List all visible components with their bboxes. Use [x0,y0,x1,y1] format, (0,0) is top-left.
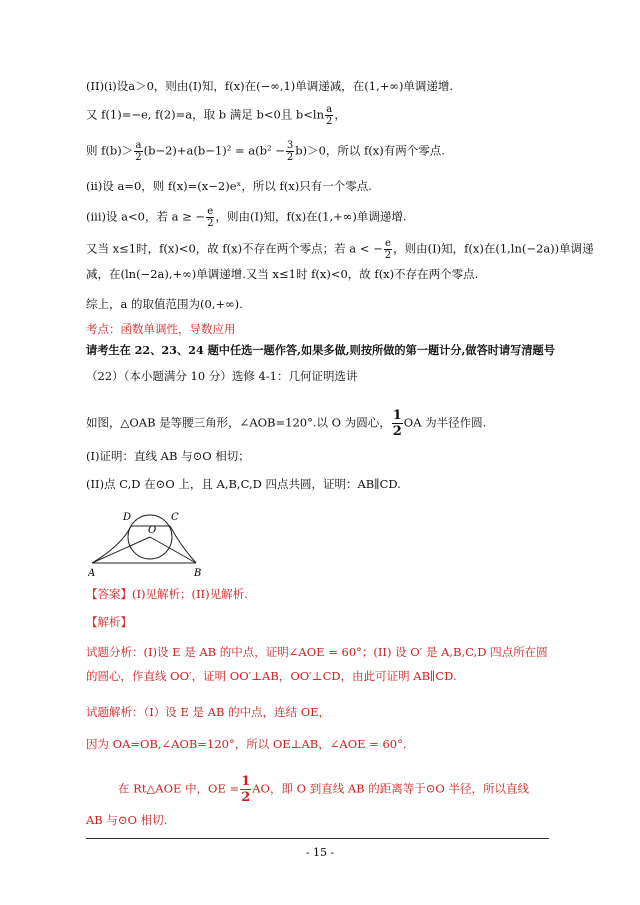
text-line-8: 综上，a 的取值范围为(0,+∞). [86,297,243,311]
fraction-numerator: 1 [241,774,251,789]
text-line-4: (ii)设 a=0，则 f(x)=(x−2)eˣ，所以 f(x)只有一个零点. [86,179,372,193]
analysis-line-2: 的圆心，作直线 OO′，证明 OO′⊥AB，OO′⊥CD，由此可证明 AB∥CD. [86,669,457,683]
solution-line-1: 试题解析：（Ⅰ）设 E 是 AB 的中点，连结 OE， [86,705,331,719]
question-22-title: （22）（本小题满分 10 分）选修 4-1：几何证明选讲 [86,369,358,383]
fraction [134,140,142,163]
label-c: C [171,512,179,523]
arc-bc [170,526,196,563]
label-a: A [88,568,96,579]
geometry-figure [88,497,218,579]
fraction [206,206,214,229]
text-line-3 [86,140,445,163]
fraction-denominator: 2 [384,250,392,261]
question-22-part-ii: (II)点 C,D 在⊙O 上，且 A,B,C,D 四点共圆，证明：AB∥CD. [86,477,401,491]
fraction-numerator: a [135,140,142,151]
fraction [325,104,333,127]
text-line-2-main: 又 f(1)=−e, f(2)=a，取 b 满足 b<0且 b<ln [86,107,325,122]
text-line-5-part-b: ，则由(I)知，f(x)在(1,+∞)单调递增. [215,209,407,224]
fraction-denominator: 2 [392,424,402,439]
label-d: D [123,512,132,523]
text-line-2-end: ， [334,107,346,122]
text-line-5 [86,206,407,229]
fraction-denominator: 2 [135,152,142,163]
fraction-denominator: 2 [286,152,294,163]
text-line-6-part-b: ，则由(I)知，f(x)在(1,ln(−2a))单调递 [393,241,594,256]
fraction-numerator: 3 [286,140,294,151]
fraction-numerator: a [326,104,333,115]
text-line-7: 减，在(ln(−2a),+∞)单调递增.又当 x≤1时 f(x)<0，故 f(x)不存在两个零点. [86,267,479,281]
fraction-denominator: 2 [207,218,214,229]
arc-ad [92,526,131,563]
solution-line-3-part-b: AO，即 O 到直线 AB 的距离等于⊙O 半径，所以直线 [252,781,529,796]
text-line-3-part-a: 则 f(b)＞ [86,143,134,158]
fraction-denominator: 2 [241,790,251,805]
question-22-statement [86,408,486,439]
question-22-statement-a: 如图，△OAB 是等腰三角形，∠AOB=120°.以 O 为圆心， [86,415,391,430]
answer-label: 【答案】(I)见解析；(II)见解析. [86,587,248,601]
solution-line-3 [118,774,529,805]
solution-line-2: 因为 OA=OB,∠AOB=120°，所以 OE⊥AB，∠AOE = 60°. [86,737,407,751]
text-line-3-part-c: b)＞0，所以 f(x)有两个零点. [295,143,445,158]
kaodian-label: 考点：函数单调性，导数应用 [86,322,236,336]
fraction [240,774,251,805]
label-o: O [148,525,157,536]
fraction [392,408,403,439]
fraction-numerator: e [207,206,214,217]
fraction-numerator: 1 [392,408,402,423]
jiexi-label: 【解析】 [86,615,132,629]
text-line-3-part-b: (b−2)+a(b−1)² = a(b² − [143,143,285,158]
label-b: B [194,568,202,579]
segment-ob [150,537,196,563]
fraction [286,140,294,163]
analysis-line-1: 试题分析：(I)设 E 是 AB 的中点，证明∠AOE = 60°；(II) 设 O′ 是 A,B,C,D 四点所在圆 [86,645,548,659]
footer-divider [86,838,549,839]
text-line-2 [86,104,346,127]
page-number: - 15 - [305,846,335,859]
fraction-denominator: 2 [326,116,333,127]
text-line-6 [86,238,594,261]
question-22-statement-b: OA 为半径作圆. [403,415,487,430]
text-line-1: (II)(i)设a＞0，则由(I)知，f(x)在(−∞,1)单调递减，在(1,+∞)单调递增. [86,79,454,93]
exam-instruction: 请考生在 22、23、24 题中任选一题作答,如果多做,则按所做的第一题计分,做答时请写清题号 [86,343,555,357]
solution-line-4: AB 与⊙O 相切. [86,813,168,827]
text-line-6-part-a: 又当 x≤1时，f(x)<0，故 f(x)不存在两个零点；若 a < − [86,241,383,256]
solution-line-3-part-a: 在 Rt△AOE 中，OE = [118,781,240,796]
question-22-part-i: (I)证明：直线 AB 与⊙O 相切； [86,449,250,463]
text-line-5-part-a: (iii)设 a<0，若 a ≥ − [86,209,206,224]
fraction-numerator: e [384,238,391,249]
fraction [384,238,392,261]
